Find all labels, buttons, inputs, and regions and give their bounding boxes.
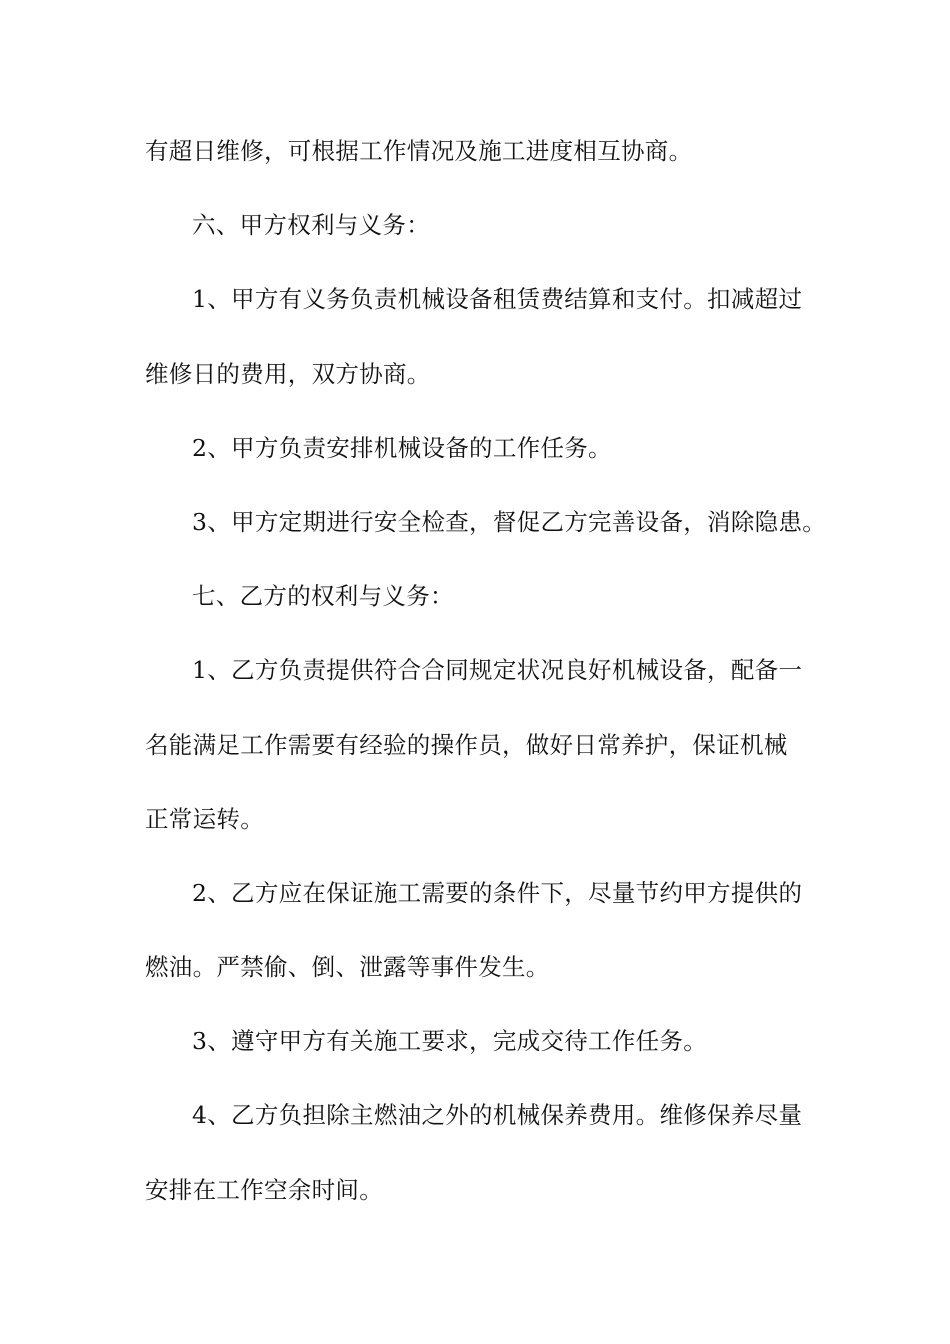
text-line: 3、遵守甲方有关施工要求，完成交待工作任务。	[192, 1027, 708, 1056]
text-line: 名能满足工作需要有经验的操作员，做好日常养护，保证机械	[145, 730, 788, 759]
text-line: 有超日维修，可根据工作情况及施工进度相互协商。	[145, 137, 693, 165]
text-line: 正常运转。	[145, 804, 264, 833]
text-line: 燃油。严禁偷、倒、泄露等事件发生。	[145, 953, 550, 982]
text-line: 4、乙方负担除主燃油之外的机械保养费用。维修保养尽量	[192, 1101, 803, 1130]
text-line: 维修日的费用，双方协商。	[145, 359, 431, 388]
section-heading-party-a: 六、甲方权利与义务：	[192, 211, 430, 240]
section-heading-party-b: 七、乙方的权利与义务：	[192, 582, 454, 611]
text-line: 2、甲方负责安排机械设备的工作任务。	[192, 433, 612, 462]
text-line: 安排在工作空余时间。	[145, 1175, 383, 1204]
text-line: 1、甲方有义务负责机械设备租赁费结算和支付。扣减超过	[192, 285, 803, 314]
text-line: 3、甲方定期进行安全检查，督促乙方完善设备，消除隐患。	[192, 507, 827, 536]
text-line: 1、乙方负责提供符合合同规定状况良好机械设备，配备一	[192, 656, 803, 685]
text-line: 2、乙方应在保证施工需要的条件下，尽量节约甲方提供的	[192, 878, 803, 907]
contract-body-text	[145, 124, 827, 1237]
